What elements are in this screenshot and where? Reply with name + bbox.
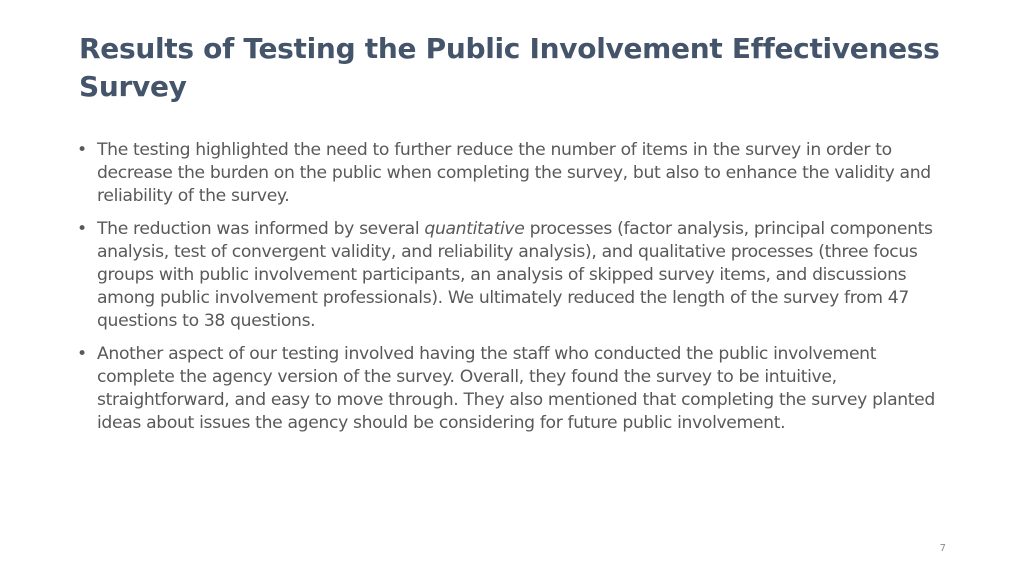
bullet-dot-icon: • <box>77 343 87 364</box>
bullet-text: Another aspect of our testing involved having the staff who conducted the public involvement complete the agency version of the survey. Overall, they found the survey to be intuitive, straightforward, and easy to move through. They also mentioned that completing the survey planted ideas about issues the agency should be considering for future public involvement. <box>97 343 935 434</box>
bullet-dot-icon: • <box>77 140 87 160</box>
bullet-text-before: The reduction was informed by several <box>97 218 425 239</box>
bullet-text-emphasis: quantitative <box>424 218 525 239</box>
bullet-item-reduction-process <box>77 218 949 334</box>
bullet-text-after: processes (factor analysis, principal components analysis, test of convergent validity, and reliability analysis), and qualitative processes (three focus groups with public involvement participants, an analysis of skipped survey items, and discussions among public involvement professionals). We ultimately reduced the length of the survey from 47 questions to 38 questions. <box>97 218 933 332</box>
bullet-item-testing-highlights <box>77 139 949 209</box>
bullet-list <box>77 139 949 444</box>
bullet-text: The testing highlighted the need to further reduce the number of items in the survey in order to decrease the burden on the public when completing the survey, but also to enhance the validity and reliability of the survey. <box>97 140 931 207</box>
bullet-item-staff-testing <box>77 343 949 436</box>
slide-title: Results of Testing the Public Involvement Effectiveness Survey <box>79 32 940 103</box>
page-number: 7 <box>939 543 946 554</box>
bullet-dot-icon: • <box>77 218 87 239</box>
